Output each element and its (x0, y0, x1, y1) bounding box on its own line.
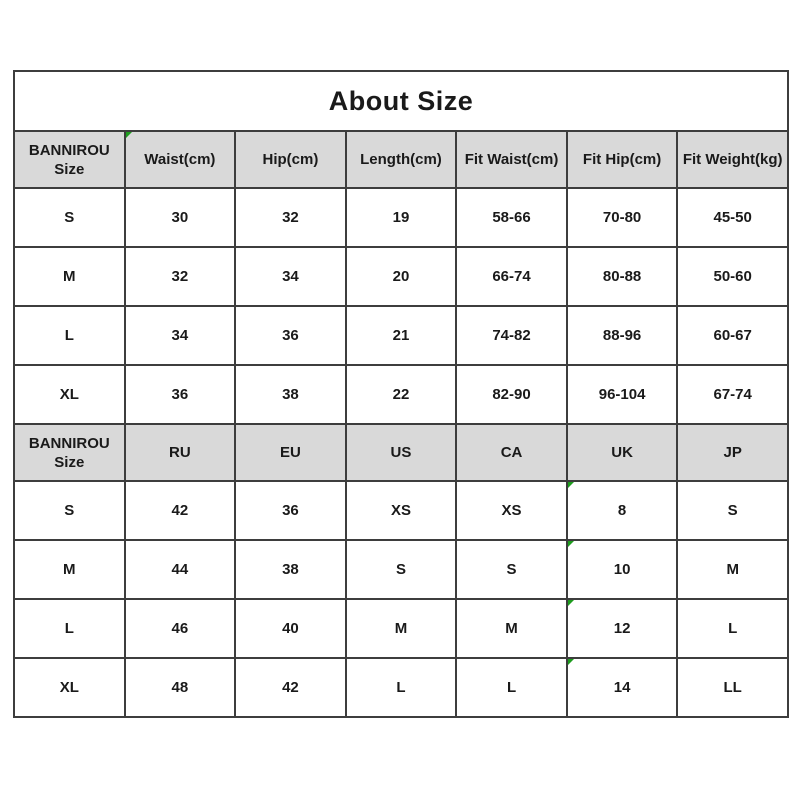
green-triangle-icon (568, 482, 574, 488)
table-cell: 74-82 (456, 306, 567, 365)
size-chart (13, 70, 789, 718)
table-cell: 67-74 (677, 365, 788, 424)
green-triangle-icon (568, 600, 574, 606)
table-cell: 88-96 (567, 306, 678, 365)
table-cell: XS (456, 481, 567, 540)
size-label-cell: M (14, 540, 125, 599)
cell-value: 8 (617, 502, 627, 519)
table-cell: 22 (346, 365, 457, 424)
column-header-label: Waist(cm) (144, 151, 216, 168)
table-cell: 42 (125, 481, 236, 540)
table-cell: 36 (235, 481, 346, 540)
table-cell: 34 (235, 247, 346, 306)
table-cell: L (677, 599, 788, 658)
column-header-us: US (346, 424, 457, 481)
table-cell: 45-50 (677, 188, 788, 247)
measurement-header-row (14, 131, 788, 188)
column-header-bannirou-size: BANNIROU Size (14, 131, 125, 188)
table-cell: 30 (125, 188, 236, 247)
column-header-bannirou-size-2: BANNIROU Size (14, 424, 125, 481)
measurement-row-xl (14, 365, 788, 424)
table-cell: XS (346, 481, 457, 540)
column-header-fit-hip: Fit Hip(cm) (567, 131, 678, 188)
column-header-hip: Hip(cm) (235, 131, 346, 188)
table-cell: 44 (125, 540, 236, 599)
table-cell: LL (677, 658, 788, 717)
table-cell: 34 (125, 306, 236, 365)
table-cell: 42 (235, 658, 346, 717)
table-cell: L (456, 658, 567, 717)
green-triangle-icon (568, 659, 574, 665)
table-cell: 21 (346, 306, 457, 365)
column-header-ru: RU (125, 424, 236, 481)
size-label-cell: L (14, 599, 125, 658)
table-cell: M (677, 540, 788, 599)
conversion-row-xl (14, 658, 788, 717)
column-header-fit-weight: Fit Weight(kg) (677, 131, 788, 188)
column-header-jp: JP (677, 424, 788, 481)
column-header-uk: UK (567, 424, 678, 481)
cell-value: 14 (613, 679, 631, 696)
column-header-eu: EU (235, 424, 346, 481)
table-cell: 38 (235, 540, 346, 599)
size-label-cell: S (14, 481, 125, 540)
table-cell: 80-88 (567, 247, 678, 306)
size-label-cell: S (14, 188, 125, 247)
size-label-cell: M (14, 247, 125, 306)
table-cell: 20 (346, 247, 457, 306)
table-cell: S (456, 540, 567, 599)
table-cell: 58-66 (456, 188, 567, 247)
column-header-waist (125, 131, 236, 188)
column-header-ca: CA (456, 424, 567, 481)
table-cell (567, 599, 678, 658)
conversion-header-row (14, 424, 788, 481)
table-cell (567, 540, 678, 599)
table-cell: 46 (125, 599, 236, 658)
conversion-row-l (14, 599, 788, 658)
table-cell: M (346, 599, 457, 658)
cell-value: 12 (613, 620, 631, 637)
table-cell: S (677, 481, 788, 540)
table-cell: L (346, 658, 457, 717)
conversion-row-m (14, 540, 788, 599)
measurement-row-l (14, 306, 788, 365)
conversion-row-s (14, 481, 788, 540)
table-cell: 32 (235, 188, 346, 247)
table-cell: 32 (125, 247, 236, 306)
table-cell: 82-90 (456, 365, 567, 424)
measurement-row-m (14, 247, 788, 306)
table-cell: M (456, 599, 567, 658)
table-cell: 19 (346, 188, 457, 247)
measurement-row-s (14, 188, 788, 247)
table-title: About Size (14, 71, 788, 131)
table-cell (567, 481, 678, 540)
table-cell: 50-60 (677, 247, 788, 306)
size-label-cell: L (14, 306, 125, 365)
table-cell: 96-104 (567, 365, 678, 424)
green-triangle-icon (568, 541, 574, 547)
table-cell: 70-80 (567, 188, 678, 247)
table-cell: 36 (125, 365, 236, 424)
title-row (14, 71, 788, 131)
table-cell: 60-67 (677, 306, 788, 365)
table-cell: 66-74 (456, 247, 567, 306)
column-header-fit-waist: Fit Waist(cm) (456, 131, 567, 188)
table-cell: 38 (235, 365, 346, 424)
size-chart-table (13, 70, 789, 718)
column-header-length: Length(cm) (346, 131, 457, 188)
size-label-cell: XL (14, 658, 125, 717)
table-cell: S (346, 540, 457, 599)
size-label-cell: XL (14, 365, 125, 424)
cell-value: 10 (613, 561, 631, 578)
table-cell: 40 (235, 599, 346, 658)
table-cell: 36 (235, 306, 346, 365)
table-cell (567, 658, 678, 717)
table-cell: 48 (125, 658, 236, 717)
green-triangle-icon (126, 132, 132, 138)
